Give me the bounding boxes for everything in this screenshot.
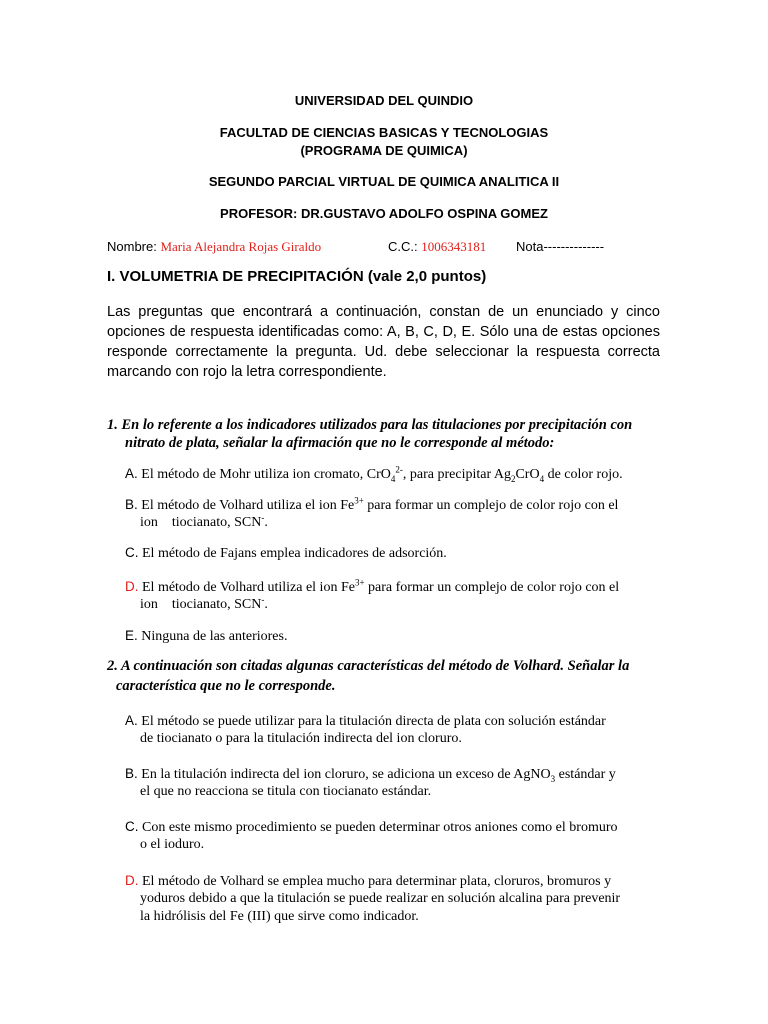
- q1-option-e-text: Ninguna de las anteriores.: [137, 629, 288, 644]
- q1-option-b: [125, 496, 618, 515]
- name-label: Nombre:: [107, 239, 161, 254]
- q2-option-a-letter: A.: [125, 713, 138, 728]
- q1-option-d-sup2: -: [261, 594, 265, 605]
- q1-option-d: [125, 578, 619, 597]
- student-name-row: [107, 239, 321, 255]
- q1-option-b-sup: 3+: [354, 495, 364, 506]
- q2-option-b-letter: B.: [125, 766, 138, 781]
- cc-label: C.C.:: [388, 239, 422, 254]
- q1-option-a-sup: 2-: [395, 464, 403, 475]
- q1-option-c: [125, 544, 447, 563]
- faculty-title: FACULTAD DE CIENCIAS BASICAS Y TECNOLOGIAS: [219, 125, 549, 140]
- q1-option-a-letter: A.: [125, 466, 138, 481]
- q1-option-a-text: El método de Mohr utiliza ion cromato, CrO: [137, 467, 391, 482]
- professor-title: PROFESOR: DR.GUSTAVO ADOLFO OSPINA GOMEZ: [220, 206, 548, 221]
- q1-option-a-text3: CrO: [515, 467, 540, 482]
- exam-title: SEGUNDO PARCIAL VIRTUAL DE QUIMICA ANALITICA II: [208, 174, 560, 189]
- q1-option-d-text2: para formar un complejo de color rojo con el: [364, 580, 620, 595]
- section-intro: Las preguntas que encontrará a continuación, constan de un enunciado y cinco opciones de respuesta identificadas como: A, B, C, D, E. Sólo una de estas opciones responde correctamente la pregunta. Ud. debe seleccionar la respuesta correcta marcando con rojo la letra correspondiente.: [107, 304, 660, 380]
- q1-stem-line1: 1. En lo referente a los indicadores utilizados para las titulaciones por precipitación con: [107, 417, 633, 433]
- q2-option-c: [125, 818, 618, 837]
- q1-option-d-text: El método de Volhard utiliza el ion Fe: [138, 580, 355, 595]
- section-title: I. VOLUMETRIA DE PRECIPITACIÓN (vale 2,0 puntos): [107, 268, 487, 285]
- q1-option-d-line2: [140, 596, 268, 614]
- q1-option-b-sup2: -: [261, 512, 265, 523]
- q2-option-c-text: Con este mismo procedimiento se pueden determinar otros aniones como el bromuro: [138, 820, 618, 835]
- q2-option-b-text2: estándar y: [555, 767, 616, 782]
- q2-option-a-text: El método se puede utilizar para la titulación directa de plata con solución estándar: [137, 714, 606, 729]
- q2-option-a-line2: de tiocianato o para la titulación indirecta del ion cloruro.: [140, 731, 462, 746]
- q1-option-d-sup: 3+: [354, 577, 365, 588]
- q1-option-b-line2: [140, 514, 268, 532]
- q1-option-e: [125, 627, 287, 646]
- q2-option-d-letter-selected: D.: [125, 873, 139, 888]
- q1-option-a-sub3: 4: [539, 473, 545, 484]
- q2-option-d-line3: la hidrólisis del Fe (III) que sirve como indicador.: [140, 909, 419, 924]
- q1-option-a-text4: de color rojo.: [544, 467, 623, 482]
- q1-option-a-sub2: 2: [510, 473, 516, 484]
- q2-option-a: [125, 712, 606, 731]
- q1-option-e-letter: E.: [125, 628, 138, 643]
- q1-option-b-letter: B.: [125, 497, 138, 512]
- student-id-row: [388, 239, 486, 255]
- university-title: UNIVERSIDAD DEL QUINDIO: [294, 93, 474, 108]
- q1-option-a-text2: , para precipitar Ag: [402, 467, 511, 482]
- q2-option-d: [125, 872, 611, 891]
- q1-option-b-text: El método de Volhard utiliza el ion Fe: [137, 498, 355, 513]
- q2-option-b: [125, 765, 616, 784]
- q2-option-b-sub: 3: [550, 773, 556, 784]
- q2-option-c-line2: o el ioduro.: [140, 837, 205, 852]
- q1-option-c-text: El método de Fajans emplea indicadores de adsorción.: [138, 546, 447, 561]
- q1-option-a: [125, 465, 623, 484]
- student-id: 1006343181: [421, 239, 487, 254]
- q1-option-b-text4: .: [264, 515, 268, 530]
- q2-option-d-text: El método de Volhard se emplea mucho para determinar plata, cloruros, bromuros y: [138, 874, 612, 889]
- q1-option-a-sub: 4: [390, 473, 396, 484]
- q2-option-d-line2: yoduros debido a que la titulación se puede realizar en solución alcalina para prevenir: [140, 891, 621, 906]
- q1-option-d-text3: ion tiocianato, SCN: [140, 597, 262, 612]
- grade-field: Nota--------------: [516, 239, 605, 254]
- q1-stem-line2: nitrato de plata, señalar la afirmación que no le corresponde al método:: [125, 435, 555, 451]
- q2-stem-line1: 2. A continuación son citadas algunas características del método de Volhard. Señalar la: [107, 658, 630, 674]
- q2-option-c-letter: C.: [125, 819, 139, 834]
- q1-option-d-text4: .: [264, 597, 268, 612]
- q2-option-b-line2: el que no reacciona se titula con tiocianato estándar.: [140, 784, 432, 799]
- q1-option-b-text2: para formar un complejo de color rojo con el: [363, 498, 619, 513]
- program-title: (PROGRAMA DE QUIMICA): [300, 143, 468, 158]
- student-name: Maria Alejandra Rojas Giraldo: [160, 239, 322, 254]
- q2-option-b-text: En la titulación indirecta del ion cloruro, se adiciona un exceso de AgNO: [137, 767, 551, 782]
- q1-option-b-text3: ion tiocianato, SCN: [140, 515, 262, 530]
- q1-option-d-letter-selected: D.: [125, 579, 139, 594]
- q2-stem-line2: característica que no le corresponde.: [116, 678, 336, 694]
- q1-option-c-letter: C.: [125, 545, 139, 560]
